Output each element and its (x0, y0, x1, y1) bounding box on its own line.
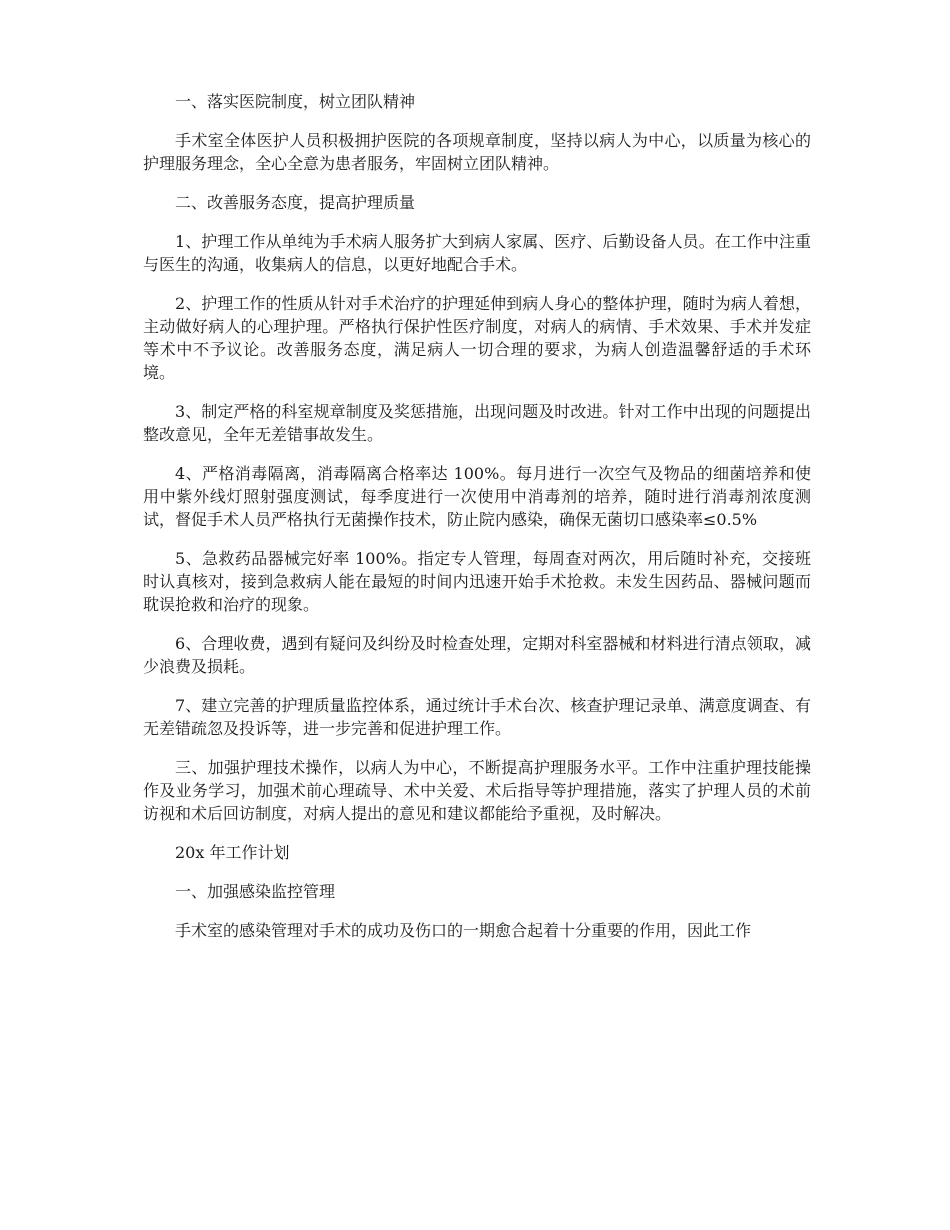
list-item-3: 3、制定严格的科室规章制度及奖惩措施，出现问题及时改进。针对工作中出现的问题提出整改意见，全年无差错事故发生。 (143, 402, 811, 444)
paragraph-final: 手术室的感染管理对手术的成功及伤口的一期愈合起着十分重要的作用，因此工作 (175, 921, 752, 940)
list-item-4: 4、严格消毒隔离，消毒隔离合格率达 100%。每月进行一次空气及物品的细菌培养和使用中紫外线灯照射强度测试，每季度进行一次使用中消毒剂的培养，随时进行消毒剂浓度测试，督促手术人员严格执行无菌操作技术，防止院内感染，确保无菌切口感染率≤0.5% (143, 464, 811, 529)
list-item-7: 7、建立完善的护理质量监控体系，通过统计手术台次、核查护理记录单、满意度调查、有无差错疏忽及投诉等，进一步完善和促进护理工作。 (143, 696, 811, 738)
section-heading-1: 一、落实医院制度，树立团队精神 (175, 92, 416, 111)
list-item-1: 1、护理工作从单纯为手术病人服务扩大到病人家属、医疗、后勤设备人员。在工作中注重与医生的沟通，收集病人的信息，以更好地配合手术。 (143, 232, 811, 274)
list-item-2: 2、护理工作的性质从针对手术治疗的护理延伸到病人身心的整体护理，随时为病人着想，主动做好病人的心理护理。严格执行保护性医疗制度，对病人的病情、手术效果、手术并发症等术中不予议论。改善服务态度，满足病人一切合理的要求，为病人创造温馨舒适的手术环境。 (143, 294, 811, 382)
section-heading-3: 三、加强护理技术操作，以病人为中心，不断提高护理服务水平。工作中注重护理技能操作及业务学习，加强术前心理疏导、术中关爱、术后指导等护理措施，落实了护理人员的术前访视和术后回访制度，对病人提出的意见和建议都能给予重视，及时解决。 (143, 758, 811, 823)
list-item-6: 6、合理收费，遇到有疑问及纠纷及时检查处理，定期对科室器械和材料进行清点领取，减少浪费及损耗。 (143, 634, 811, 676)
section-heading-2: 二、改善服务态度，提高护理质量 (175, 193, 416, 212)
list-item-5: 5、急救药品器械完好率 100%。指定专人管理，每周查对两次，用后随时补充，交接班时认真核对，接到急救病人能在最短的时间内迅速开始手术抢救。未发生因药品、器械问题而耽误抢救和治疗的现象。 (143, 549, 811, 614)
document-page (143, 90, 811, 958)
plan-section-heading-1: 一、加强感染监控管理 (175, 882, 336, 901)
plan-title: 20x 年工作计划 (175, 843, 290, 862)
paragraph: 手术室全体医护人员积极拥护医院的各项规章制度，坚持以病人为中心，以质量为核心的护理服务理念，全心全意为患者服务，牢固树立团队精神。 (143, 131, 811, 173)
